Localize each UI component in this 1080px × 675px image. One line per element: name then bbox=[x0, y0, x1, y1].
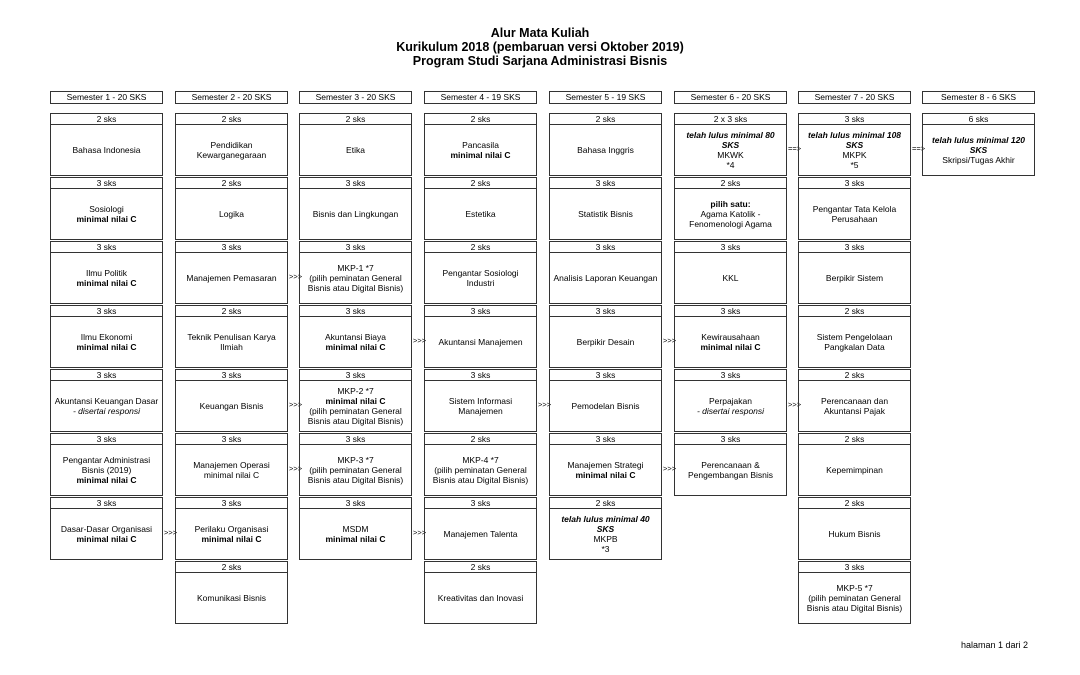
course-text: (pilih peminatan General bbox=[808, 593, 901, 603]
course-text: Logika bbox=[218, 209, 245, 219]
course-text: minimal nilai C bbox=[76, 278, 137, 288]
course-text: Akuntansi Pajak bbox=[824, 406, 885, 416]
course-body bbox=[300, 381, 411, 431]
course-text: MKP-4 *7 bbox=[462, 455, 499, 465]
course-text: Pengantar Tata Kelola bbox=[812, 204, 897, 214]
course-credits: 3 sks bbox=[176, 370, 287, 381]
course-text: Dasar-Dasar Organisasi bbox=[60, 524, 153, 534]
semester-header: Semester 8 - 6 SKS bbox=[922, 91, 1035, 104]
course-text: Pengantar Sosiologi bbox=[442, 268, 519, 278]
prerequisite-arrow: >>> bbox=[663, 336, 677, 345]
course-credits: 3 sks bbox=[51, 498, 162, 509]
course-text: Perusahaan bbox=[831, 214, 878, 224]
course-text: minimal nilai C bbox=[76, 475, 137, 485]
course-text: MKPB bbox=[593, 534, 618, 544]
course-text: Kepemimpinan bbox=[826, 465, 883, 475]
course-credits: 2 sks bbox=[425, 434, 536, 445]
course-text: Manajemen Talenta bbox=[443, 529, 518, 539]
page-number: halaman 1 dari 2 bbox=[960, 640, 1028, 650]
course-card bbox=[798, 177, 911, 240]
course-body bbox=[425, 253, 536, 303]
course-text: Berpikir Desain bbox=[576, 337, 635, 347]
course-text: Pendidikan bbox=[210, 140, 253, 150]
course-credits: 3 sks bbox=[675, 306, 786, 317]
course-text: Kewirausahaan bbox=[701, 332, 760, 342]
prerequisite-arrow: ==> bbox=[788, 144, 802, 153]
course-body bbox=[425, 381, 536, 431]
course-credits: 3 sks bbox=[51, 434, 162, 445]
course-body bbox=[51, 253, 162, 303]
course-text: minimal nilai C bbox=[203, 470, 260, 480]
course-text: Fenomenologi Agama bbox=[689, 219, 772, 229]
course-credits: 2 sks bbox=[176, 306, 287, 317]
course-card bbox=[798, 497, 911, 560]
course-body bbox=[425, 317, 536, 367]
course-card bbox=[798, 113, 911, 176]
course-body bbox=[51, 509, 162, 559]
course-card bbox=[549, 433, 662, 496]
course-text: Statistik Bisnis bbox=[578, 209, 633, 219]
course-text: *5 bbox=[850, 160, 859, 170]
course-body bbox=[300, 189, 411, 239]
course-text: Pancasila bbox=[462, 140, 499, 150]
course-body bbox=[923, 125, 1034, 175]
course-body bbox=[176, 573, 287, 623]
course-body bbox=[176, 445, 287, 495]
course-credits: 3 sks bbox=[799, 562, 910, 573]
prerequisite-arrow: >>> bbox=[663, 464, 677, 473]
course-text: KKL bbox=[722, 273, 739, 283]
course-credits: 3 sks bbox=[675, 242, 786, 253]
course-text: MSDM bbox=[342, 524, 369, 534]
course-card bbox=[50, 241, 163, 304]
course-text: Perencanaan dan bbox=[820, 396, 889, 406]
course-card bbox=[175, 497, 288, 560]
semester-header: Semester 7 - 20 SKS bbox=[798, 91, 911, 104]
course-credits: 6 sks bbox=[923, 114, 1034, 125]
course-text: Industri bbox=[466, 278, 495, 288]
course-card bbox=[674, 305, 787, 368]
course-card bbox=[299, 177, 412, 240]
prerequisite-arrow: >>> bbox=[413, 528, 427, 537]
course-credits: 3 sks bbox=[51, 178, 162, 189]
course-card bbox=[424, 305, 537, 368]
course-card bbox=[50, 433, 163, 496]
course-card bbox=[549, 369, 662, 432]
course-body bbox=[425, 509, 536, 559]
course-card bbox=[50, 305, 163, 368]
course-body bbox=[799, 125, 910, 175]
course-card bbox=[549, 241, 662, 304]
title-line: Alur Mata Kuliah bbox=[490, 26, 590, 40]
course-credits: 2 sks bbox=[300, 114, 411, 125]
course-card bbox=[50, 369, 163, 432]
course-card bbox=[299, 497, 412, 560]
semester-header: Semester 1 - 20 SKS bbox=[50, 91, 163, 104]
course-text: telah lulus minimal 40 bbox=[561, 514, 650, 524]
prerequisite-arrow: ==> bbox=[912, 144, 926, 153]
course-credits: 2 sks bbox=[425, 114, 536, 125]
course-credits: 3 sks bbox=[425, 370, 536, 381]
prerequisite-arrow: >>> bbox=[413, 336, 427, 345]
page-title bbox=[0, 26, 1080, 68]
course-text: Bisnis atau Digital Bisnis) bbox=[307, 283, 404, 293]
course-credits: 2 sks bbox=[550, 498, 661, 509]
course-card bbox=[299, 369, 412, 432]
course-text: Bisnis atau Digital Bisnis) bbox=[307, 475, 404, 485]
course-card bbox=[424, 497, 537, 560]
course-credits: 3 sks bbox=[300, 306, 411, 317]
course-text: (pilih peminatan General bbox=[309, 273, 402, 283]
course-text: Akuntansi Biaya bbox=[325, 332, 386, 342]
course-text: Manajemen Operasi bbox=[193, 460, 270, 470]
course-text: minimal nilai C bbox=[76, 342, 137, 352]
course-credits: 3 sks bbox=[300, 242, 411, 253]
course-body bbox=[300, 125, 411, 175]
course-body bbox=[300, 445, 411, 495]
course-text: (pilih peminatan General bbox=[434, 465, 527, 475]
course-credits: 3 sks bbox=[550, 306, 661, 317]
course-text: pilih satu: bbox=[710, 199, 751, 209]
course-card bbox=[674, 113, 787, 176]
course-text: *4 bbox=[726, 160, 735, 170]
course-text: minimal nilai C bbox=[76, 214, 137, 224]
course-body bbox=[675, 253, 786, 303]
course-text: MKP-3 *7 bbox=[337, 455, 374, 465]
prerequisite-arrow: >>> bbox=[788, 400, 802, 409]
course-text: Kewarganegaraan bbox=[196, 150, 267, 160]
course-body bbox=[550, 253, 661, 303]
course-text: Kreativitas dan Inovasi bbox=[437, 593, 524, 603]
course-text: Pengantar Administrasi bbox=[62, 455, 151, 465]
course-text: telah lulus minimal 80 bbox=[686, 130, 775, 140]
course-text: minimal nilai C bbox=[76, 534, 137, 544]
course-credits: 3 sks bbox=[799, 178, 910, 189]
course-text: Pemodelan Bisnis bbox=[571, 401, 640, 411]
course-text: Keuangan Bisnis bbox=[199, 401, 264, 411]
prerequisite-arrow: >>> bbox=[164, 528, 178, 537]
course-credits: 3 sks bbox=[51, 242, 162, 253]
course-credits: 2 sks bbox=[176, 114, 287, 125]
course-body bbox=[176, 317, 287, 367]
course-text: Pengembangan Bisnis bbox=[687, 470, 774, 480]
course-text: SKS bbox=[721, 140, 740, 150]
course-body bbox=[550, 509, 661, 559]
course-credits: 2 sks bbox=[675, 178, 786, 189]
course-text: Bisnis dan Lingkungan bbox=[312, 209, 399, 219]
course-body bbox=[550, 445, 661, 495]
course-body bbox=[550, 381, 661, 431]
course-body bbox=[425, 125, 536, 175]
course-card bbox=[175, 113, 288, 176]
course-body bbox=[799, 573, 910, 623]
course-body bbox=[799, 317, 910, 367]
course-credits: 3 sks bbox=[176, 242, 287, 253]
course-card bbox=[424, 241, 537, 304]
course-body bbox=[300, 317, 411, 367]
course-text: Ilmu Ekonomi bbox=[80, 332, 133, 342]
course-text: Akuntansi Keuangan Dasar bbox=[54, 396, 159, 406]
course-card bbox=[50, 177, 163, 240]
course-body bbox=[425, 445, 536, 495]
course-card bbox=[175, 305, 288, 368]
course-credits: 3 sks bbox=[300, 434, 411, 445]
course-body bbox=[675, 381, 786, 431]
course-body bbox=[300, 509, 411, 559]
semester-header: Semester 6 - 20 SKS bbox=[674, 91, 787, 104]
course-credits: 3 sks bbox=[425, 306, 536, 317]
course-card bbox=[674, 241, 787, 304]
course-card bbox=[798, 305, 911, 368]
prerequisite-arrow: >>> bbox=[538, 400, 552, 409]
course-card bbox=[424, 433, 537, 496]
course-text: SKS bbox=[969, 145, 988, 155]
course-text: Perilaku Organisasi bbox=[194, 524, 269, 534]
course-text: MKWK bbox=[717, 150, 744, 160]
course-credits: 2 sks bbox=[550, 114, 661, 125]
course-credits: 3 sks bbox=[300, 370, 411, 381]
course-credits: 2 sks bbox=[176, 178, 287, 189]
course-text: Bisnis atau Digital Bisnis) bbox=[432, 475, 529, 485]
course-credits: 2 sks bbox=[51, 114, 162, 125]
title-line: Kurikulum 2018 (pembaruan versi Oktober 2019) bbox=[396, 40, 684, 54]
course-text: Bahasa Inggris bbox=[577, 145, 634, 155]
course-card bbox=[674, 433, 787, 496]
course-text: Bisnis atau Digital Bisnis) bbox=[806, 603, 903, 613]
course-text: Sistem Informasi bbox=[448, 396, 513, 406]
course-card bbox=[50, 113, 163, 176]
course-credits: 2 sks bbox=[799, 434, 910, 445]
course-credits: 2 x 3 sks bbox=[675, 114, 786, 125]
course-text: MKP-2 *7 bbox=[337, 386, 374, 396]
course-text: Bahasa Indonesia bbox=[72, 145, 141, 155]
course-body bbox=[550, 317, 661, 367]
course-credits: 3 sks bbox=[300, 498, 411, 509]
course-card bbox=[549, 113, 662, 176]
course-text: minimal nilai C bbox=[201, 534, 262, 544]
course-credits: 3 sks bbox=[51, 306, 162, 317]
course-card bbox=[549, 177, 662, 240]
course-credits: 3 sks bbox=[176, 498, 287, 509]
course-credits: 3 sks bbox=[550, 434, 661, 445]
course-text: Hukum Bisnis bbox=[828, 529, 881, 539]
course-card bbox=[175, 433, 288, 496]
course-text: Pangkalan Data bbox=[824, 342, 885, 352]
course-body bbox=[675, 445, 786, 495]
course-text: Agama Katolik - bbox=[700, 209, 761, 219]
semester-header: Semester 5 - 19 SKS bbox=[549, 91, 662, 104]
course-credits: 3 sks bbox=[425, 498, 536, 509]
course-credits: 2 sks bbox=[176, 562, 287, 573]
course-body bbox=[799, 381, 910, 431]
course-card bbox=[424, 177, 537, 240]
course-text: Ilmiah bbox=[220, 342, 243, 352]
course-body bbox=[51, 381, 162, 431]
course-card bbox=[50, 497, 163, 560]
course-credits: 3 sks bbox=[799, 242, 910, 253]
course-credits: 3 sks bbox=[675, 370, 786, 381]
prerequisite-arrow: >>> bbox=[289, 464, 303, 473]
course-card bbox=[549, 305, 662, 368]
semester-header: Semester 3 - 20 SKS bbox=[299, 91, 412, 104]
course-text: - disertai responsi bbox=[696, 406, 765, 416]
course-card bbox=[299, 113, 412, 176]
course-card bbox=[175, 369, 288, 432]
course-body bbox=[51, 189, 162, 239]
course-text: Manajemen Pemasaran bbox=[186, 273, 277, 283]
course-text: Teknik Penulisan Karya bbox=[187, 332, 276, 342]
course-text: Estetika bbox=[465, 209, 496, 219]
course-body bbox=[550, 125, 661, 175]
course-text: minimal nilai C bbox=[575, 470, 636, 480]
course-body bbox=[176, 189, 287, 239]
course-card bbox=[798, 241, 911, 304]
course-credits: 3 sks bbox=[176, 434, 287, 445]
course-body bbox=[176, 381, 287, 431]
course-credits: 2 sks bbox=[799, 370, 910, 381]
course-body bbox=[550, 189, 661, 239]
course-credits: 3 sks bbox=[51, 370, 162, 381]
course-text: minimal nilai C bbox=[700, 342, 761, 352]
course-card bbox=[175, 241, 288, 304]
course-credits: 2 sks bbox=[425, 242, 536, 253]
course-card bbox=[674, 177, 787, 240]
course-body bbox=[799, 509, 910, 559]
course-card bbox=[798, 433, 911, 496]
course-body bbox=[425, 189, 536, 239]
course-body bbox=[799, 445, 910, 495]
course-text: minimal nilai C bbox=[325, 342, 386, 352]
title-line: Program Studi Sarjana Administrasi Bisnis bbox=[412, 54, 668, 68]
course-body bbox=[675, 189, 786, 239]
course-text: Skripsi/Tugas Akhir bbox=[942, 155, 1015, 165]
course-body bbox=[675, 125, 786, 175]
course-body bbox=[425, 573, 536, 623]
course-text: Perencanaan & bbox=[701, 460, 760, 470]
course-text: MKPK bbox=[842, 150, 867, 160]
course-text: (pilih peminatan General bbox=[309, 406, 402, 416]
course-credits: 3 sks bbox=[799, 114, 910, 125]
course-card bbox=[798, 369, 911, 432]
course-card bbox=[299, 305, 412, 368]
course-credits: 2 sks bbox=[799, 498, 910, 509]
course-credits: 3 sks bbox=[300, 178, 411, 189]
course-text: (pilih peminatan General bbox=[309, 465, 402, 475]
course-card bbox=[424, 561, 537, 624]
prerequisite-arrow: >>> bbox=[289, 400, 303, 409]
course-text: SKS bbox=[845, 140, 864, 150]
semester-header: Semester 2 - 20 SKS bbox=[175, 91, 288, 104]
course-text: Manajemen Strategi bbox=[567, 460, 644, 470]
course-card bbox=[175, 561, 288, 624]
course-card bbox=[299, 241, 412, 304]
course-card bbox=[798, 561, 911, 624]
course-text: MKP-5 *7 bbox=[836, 583, 873, 593]
course-text: Sistem Pengelolaan bbox=[816, 332, 893, 342]
course-credits: 3 sks bbox=[550, 370, 661, 381]
course-card bbox=[549, 497, 662, 560]
course-text: SKS bbox=[596, 524, 615, 534]
course-card bbox=[922, 113, 1035, 176]
course-card bbox=[424, 113, 537, 176]
course-text: MKP-1 *7 bbox=[337, 263, 374, 273]
course-text: *3 bbox=[601, 544, 610, 554]
course-body bbox=[176, 509, 287, 559]
course-credits: 2 sks bbox=[425, 178, 536, 189]
course-text: Sosiologi bbox=[89, 204, 124, 214]
semester-header: Semester 4 - 19 SKS bbox=[424, 91, 537, 104]
course-card bbox=[674, 369, 787, 432]
course-credits: 3 sks bbox=[675, 434, 786, 445]
course-body bbox=[799, 189, 910, 239]
course-body bbox=[176, 125, 287, 175]
course-credits: 2 sks bbox=[425, 562, 536, 573]
course-body bbox=[675, 317, 786, 367]
prerequisite-arrow: >>> bbox=[289, 272, 303, 281]
course-body bbox=[51, 125, 162, 175]
course-text: minimal nilai C bbox=[325, 534, 386, 544]
course-credits: 3 sks bbox=[550, 178, 661, 189]
course-text: Analisis Laporan Keuangan bbox=[553, 273, 658, 283]
course-text: minimal nilai C bbox=[325, 396, 386, 406]
course-body bbox=[300, 253, 411, 303]
course-body bbox=[176, 253, 287, 303]
course-text: Etika bbox=[346, 145, 365, 155]
course-body bbox=[799, 253, 910, 303]
course-text: minimal nilai C bbox=[450, 150, 511, 160]
course-credits: 2 sks bbox=[799, 306, 910, 317]
course-text: Perpajakan bbox=[708, 396, 752, 406]
course-text: Manajemen bbox=[458, 406, 503, 416]
course-card bbox=[299, 433, 412, 496]
course-text: Akuntansi Manajemen bbox=[438, 337, 523, 347]
course-card bbox=[424, 369, 537, 432]
course-credits: 3 sks bbox=[550, 242, 661, 253]
course-text: telah lulus minimal 108 bbox=[807, 130, 902, 140]
course-body bbox=[51, 445, 162, 495]
course-card bbox=[175, 177, 288, 240]
course-text: Komunikasi Bisnis bbox=[197, 593, 266, 603]
course-text: Ilmu Politik bbox=[85, 268, 128, 278]
course-text: telah lulus minimal 120 bbox=[931, 135, 1026, 145]
course-body bbox=[51, 317, 162, 367]
course-text: Bisnis (2019) bbox=[81, 465, 132, 475]
course-text: Bisnis atau Digital Bisnis) bbox=[307, 416, 404, 426]
course-text: Berpikir Sistem bbox=[825, 273, 884, 283]
course-text: - disertai responsi bbox=[72, 406, 141, 416]
